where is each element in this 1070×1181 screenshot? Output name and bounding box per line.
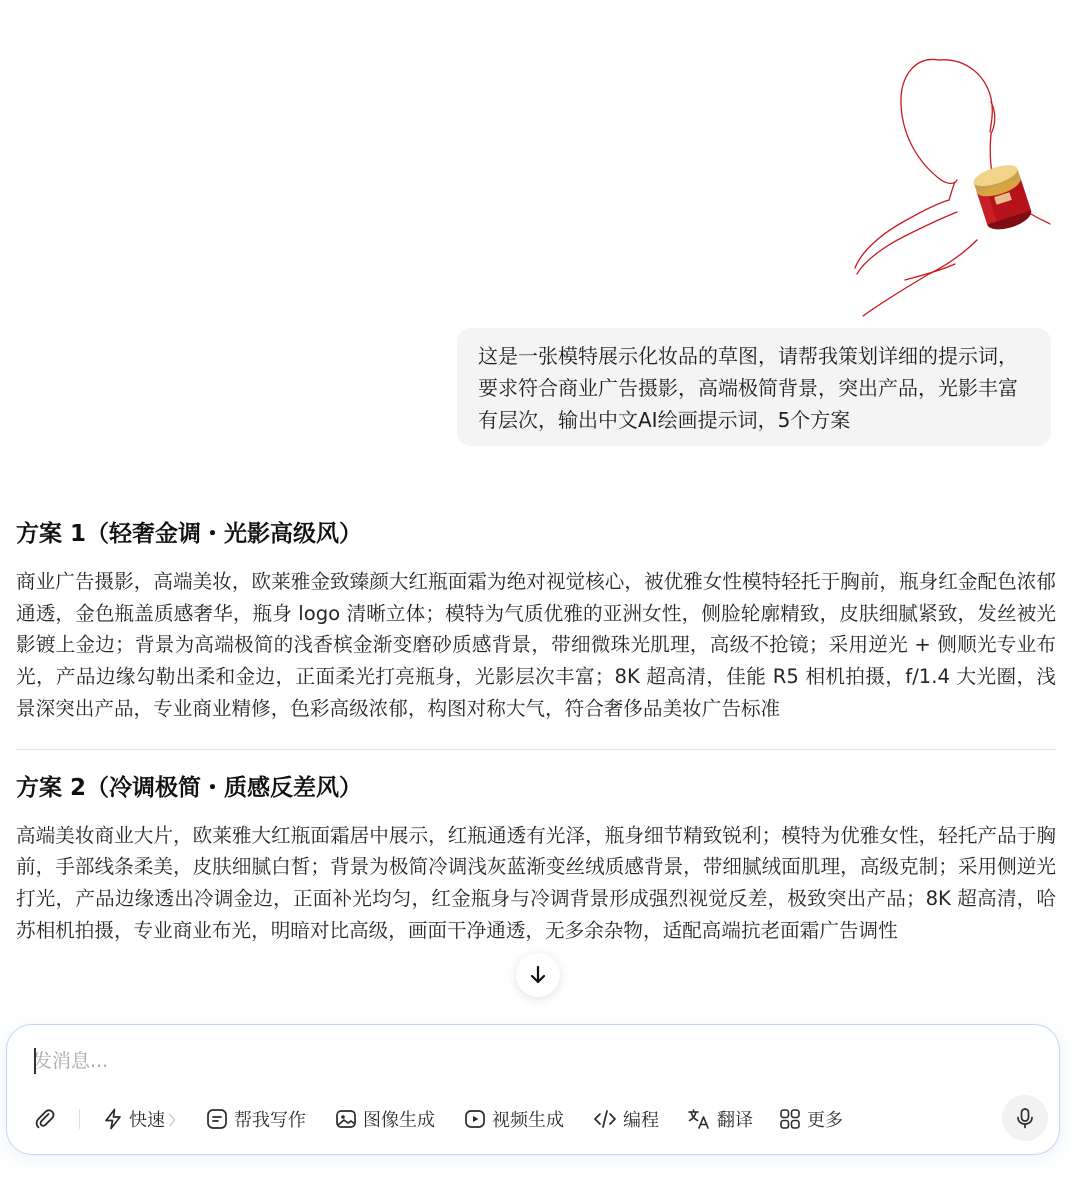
quick-mode-button[interactable] xyxy=(103,1099,182,1139)
translate-button[interactable] xyxy=(687,1099,753,1139)
message-input[interactable] xyxy=(33,1045,933,1077)
tool-label: 更多 xyxy=(807,1110,843,1131)
voice-input-button[interactable] xyxy=(1002,1095,1048,1141)
composer-toolbar xyxy=(7,1099,1059,1139)
sketch-image[interactable] xyxy=(845,54,1055,322)
tool-label: 帮我写作 xyxy=(234,1110,306,1131)
attach-button[interactable] xyxy=(33,1099,57,1139)
write-icon xyxy=(206,1108,228,1130)
user-message-bubble: 这是一张模特展示化妆品的草图，请帮我策划详细的提示词，要求符合商业广告摄影，高端极简背景，突出产品，光影丰富有层次，输出中文AI绘画提示词，5个方案 xyxy=(457,328,1051,446)
plan-title: 方案 1（轻奢金调・光影高级风） xyxy=(16,521,363,547)
video-generation-button[interactable] xyxy=(464,1099,564,1139)
divider xyxy=(16,749,1056,750)
tool-label: 编程 xyxy=(623,1110,659,1131)
translate-icon xyxy=(687,1107,711,1131)
paperclip-icon xyxy=(33,1107,57,1131)
plan-title: 方案 2（冷调极简・质感反差风） xyxy=(16,774,363,801)
video-icon xyxy=(464,1108,486,1130)
arrow-down-icon xyxy=(528,965,548,985)
write-button[interactable] xyxy=(206,1099,306,1139)
coding-button[interactable] xyxy=(593,1099,659,1139)
tool-label: 图像生成 xyxy=(363,1110,435,1131)
text-caret xyxy=(34,1048,36,1074)
code-icon xyxy=(593,1108,617,1130)
message-composer xyxy=(6,1024,1060,1155)
toolbar-separator xyxy=(79,1109,80,1129)
tool-label: 视频生成 xyxy=(492,1110,564,1131)
scroll-to-bottom-button[interactable] xyxy=(516,953,560,997)
chevron-right-icon: 〉 xyxy=(169,1113,183,1129)
more-button[interactable] xyxy=(779,1099,843,1139)
microphone-icon xyxy=(1014,1107,1036,1129)
grid-icon xyxy=(779,1108,801,1130)
lightning-icon xyxy=(103,1108,123,1130)
tool-label: 翻译 xyxy=(717,1110,753,1131)
image-icon xyxy=(335,1108,357,1130)
assistant-answer xyxy=(16,512,1056,1022)
plan-body: 商业广告摄影，高端美妆，欧莱雅金致臻颜大红瓶面霜为绝对视觉核心，被优雅女性模特轻托于胸前，瓶身红金配色浓郁通透，金色瓶盖质感奢华，瓶身 logo 清晰立体；模特为气质优雅的亚洲女性，侧脸轮廓精致，皮肤细腻紧致，发丝被光影镀上金边；背景为高端极简的浅香槟金渐变磨砂质感背景，带细微珠光肌理，高级不抢镜；采用逆光 + 侧顺光专业布光，产品边缘勾勒出柔和金边，正面柔光打亮瓶身，光影层次丰富；8K 超高清，佳能 R5 相机拍摄，f/1.4 大光圈，浅景深突出产品，专业商业精修，色彩高级浓郁，构图对称大气，符合奢侈品美妆广告标准 xyxy=(16,570,1056,720)
plan-body: 高端美妆商业大片，欧莱雅大红瓶面霜居中展示，红瓶通透有光泽，瓶身细节精致锐利；模特为优雅女性，轻托产品于胸前，手部线条柔美，皮肤细腻白皙；背景为极简冷调浅灰蓝渐变丝绒质感背景，带细腻绒面肌理，高级克制；采用侧逆光打光，产品边缘透出冷调金边，正面补光均匀，红金瓶身与冷调背景形成强烈视觉反差，极致突出产品；8K 超高清，哈苏相机拍摄，专业商业布光，明暗对比高级，画面干净通透，无多余杂物，适配高端抗老面霜广告调性 xyxy=(16,823,1056,942)
tool-label: 快速 xyxy=(129,1110,165,1131)
image-generation-button[interactable] xyxy=(335,1099,435,1139)
